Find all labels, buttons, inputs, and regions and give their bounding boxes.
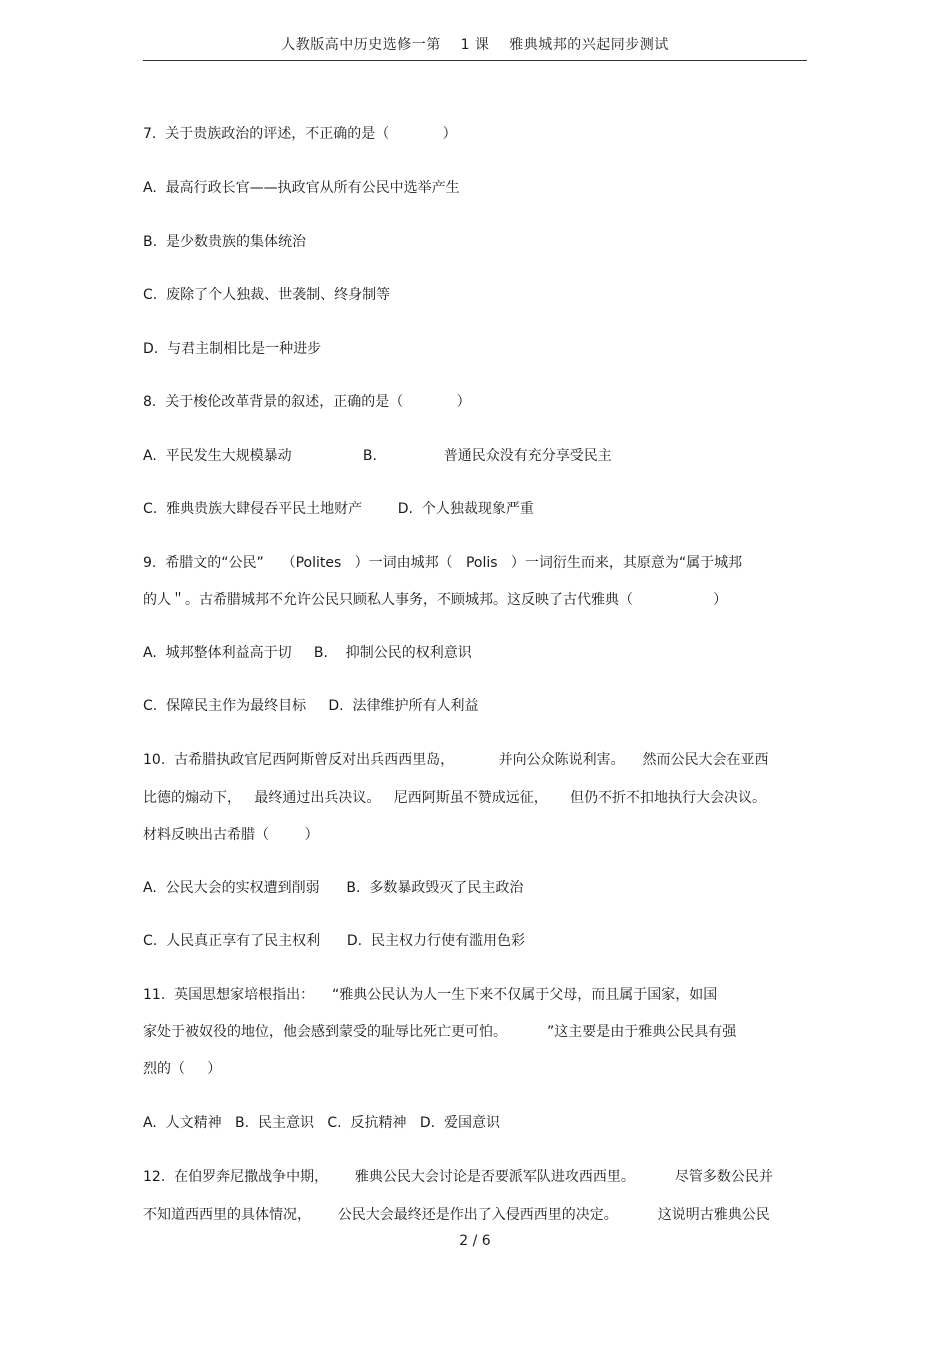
page-header	[143, 34, 807, 61]
q11-stem-line1: 11. 英国思想家培根指出： “雅典公民认为人一生下来不仅属于父母，而且属于国家，如国	[143, 987, 718, 1003]
q7-option-a: A. 最高行政长官——执政官从所有公民中选举产生	[143, 180, 460, 196]
q10-stem-line3: 材料反映出古希腊（ ）	[143, 827, 319, 843]
q9-stem-line1: 9. 希腊文的“公民” （Polites ）一词由城邦（ Polis ）一词衍生而来，其原意为“属于城邦	[143, 555, 743, 571]
q7-option-d: D. 与君主制相比是一种进步	[143, 341, 322, 357]
q12-stem-line1: 12. 在伯罗奔尼撒战争中期， 雅典公民大会讨论是否要派军队进攻西西里。 尽管多数公民并	[143, 1169, 773, 1185]
header-title: 人教版高中历史选修一第 1 课 雅典城邦的兴起同步测试	[281, 37, 669, 53]
q10-options-cd: C. 人民真正享有了民主权利 D. 民主权力行使有滥用色彩	[143, 933, 525, 949]
q9-options-cd: C. 保障民主作为最终目标 D. 法律维护所有人利益	[143, 698, 479, 714]
q10-stem-line1: 10. 古希腊执政官尼西阿斯曾反对出兵西西里岛， 并向公众陈说利害。 然而公民大会在亚西	[143, 752, 769, 768]
page-number: 2 / 6	[459, 1233, 491, 1249]
q7-option-c: C. 废除了个人独裁、世袭制、终身制等	[143, 287, 391, 303]
q10-stem-line2: 比德的煽动下， 最终通过出兵决议。 尼西阿斯虽不赞成远征， 但仍不折不扣地执行大会决议。	[143, 790, 766, 806]
q7-stem: 7. 关于贵族政治的评述，不正确的是（ ）	[143, 126, 457, 142]
q11-stem-line2: 家处于被奴役的地位，他会感到蒙受的耻辱比死亡更可怕。 ”这主要是由于雅典公民具有强	[143, 1024, 737, 1040]
q8-stem: 8. 关于梭伦改革背景的叙述，正确的是（ ）	[143, 394, 471, 410]
q10-options-ab: A. 公民大会的实权遭到削弱 B. 多数暴政毁灭了民主政治	[143, 880, 524, 896]
q9-options-ab: A. 城邦整体利益高于切 B. 抑制公民的权利意识	[143, 645, 472, 661]
q11-stem-line3: 烈的（ ）	[143, 1061, 222, 1077]
q9-stem-line2: 的人＂。古希腊城邦不允许公民只顾私人事务，不顾城邦。这反映了古代雅典（ ）	[143, 592, 728, 608]
q8-options-cd: C. 雅典贵族大肆侵吞平民土地财产 D. 个人独裁现象严重	[143, 501, 534, 517]
q12-stem-line2: 不知道西西里的具体情况， 公民大会最终还是作出了入侵西西里的决定。 这说明古雅典公民	[143, 1207, 770, 1223]
q7-option-b: B. 是少数贵族的集体统治	[143, 234, 306, 250]
q11-options: A. 人文精神 B. 民主意识 C. 反抗精神 D. 爱国意识	[143, 1115, 500, 1131]
q8-options-ab: A. 平民发生大规模暴动 B. 普通民众没有充分享受民主	[143, 448, 612, 464]
